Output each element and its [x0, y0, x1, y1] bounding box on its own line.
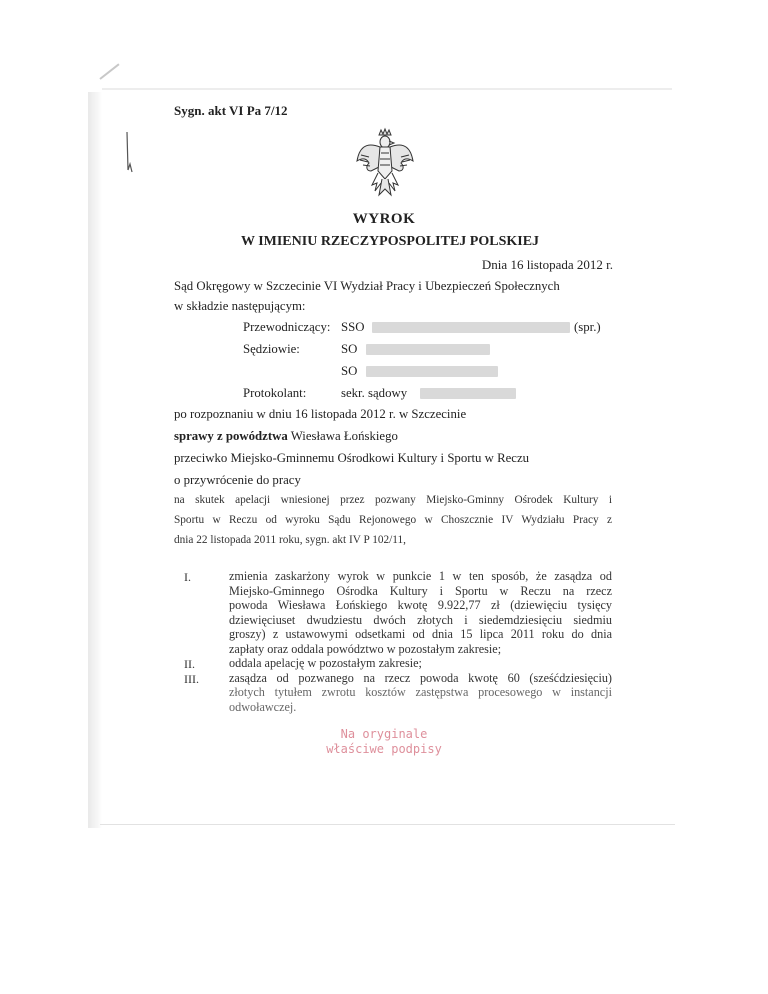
pen-mark-icon	[124, 130, 144, 174]
signature-stamp: Na oryginale	[340, 727, 428, 741]
scan-bottom-edge	[100, 824, 675, 825]
judge1-title: SO	[341, 342, 358, 356]
case-subject: o przywrócenie do pracy	[174, 473, 301, 487]
ruling-text: powoda Wiesława Łońskiego kwotę 9.922,77 zł (dziewięciu tysięcy	[229, 598, 612, 612]
ruling-number: I.	[184, 570, 191, 584]
ruling-text: groszy) z ustawowymi odsetkami od dnia 15 lipca 2011 roku do dnia	[229, 627, 612, 641]
ruling-number: II.	[184, 657, 195, 671]
ruling-text: oddala apelację w pozostałym zakresie;	[229, 656, 422, 670]
appeal-line: dnia 22 listopada 2011 roku, sygn. akt IV P 102/11,	[174, 534, 406, 546]
defendant-line: przeciwko Miejsko-Gminnemu Ośrodkowi Kultury i Sportu w Reczu	[174, 451, 530, 465]
clerk-title: sekr. sądowy	[341, 386, 408, 400]
judgment-subtitle: W IMIENIU RZECZYPOSPOLITEJ POLSKIEJ	[240, 234, 540, 249]
redacted-name	[372, 322, 570, 333]
ruling-text: zmienia zaskarżony wyrok w punkcie 1 w ten sposób, że zasądza od	[229, 569, 612, 583]
judgment-date: Dnia 16 listopada 2012 r.	[481, 257, 613, 272]
scan-left-edge	[88, 92, 102, 828]
scan-top-edge	[102, 88, 672, 90]
claim-label: sprawy z powództwa	[174, 429, 288, 443]
court-name: Sąd Okręgowy w Szczecinie VI Wydział Pracy i Ubezpieczeń Społecznych	[174, 279, 560, 293]
ruling-text: złotych tytułem zwrotu kosztów zastępstwa procesowego w instancji	[229, 685, 612, 699]
redacted-name	[420, 388, 516, 399]
judgment-title: WYROK	[352, 211, 416, 227]
case-number: Sygn. akt VI Pa 7/12	[174, 103, 288, 118]
judge2-title: SO	[341, 364, 358, 378]
ruling-text: zasądza od pozwanego na rzecz powoda kwotę 60 (sześćdziesięciu)	[229, 670, 612, 685]
hearing-line: po rozpoznaniu w dniu 16 listopada 2012 r. w Szczecinie	[174, 407, 467, 421]
ruling-text: odwoławczej.	[229, 699, 297, 714]
chair-label: Przewodniczący:	[243, 320, 331, 334]
polish-eagle-icon	[355, 127, 415, 199]
ruling-text: zapłaty oraz oddala powództwo w pozostałym zakresie;	[229, 641, 502, 656]
ruling-text: dziewięciuset dwudziestu dwóch złotych i siedemdziesięciu siedmiu	[229, 612, 612, 627]
claim-line	[174, 429, 398, 444]
chair-title: SSO	[341, 320, 365, 334]
rapporteur-note: (spr.)	[574, 320, 601, 334]
scan-corner-mark	[99, 63, 119, 79]
ruling-text: Miejsko-Gminnego Ośrodka Kultury i Sportu w Reczu na rzecz	[229, 583, 612, 598]
appeal-line: Sportu w Reczu od wyroku Sądu Rejonowego w Choszcznie IV Wydziału Pracy z	[174, 514, 612, 526]
clerk-label: Protokolant:	[243, 386, 307, 400]
ruling-number: III.	[184, 671, 199, 686]
signature-stamp: właściwe podpisy	[326, 742, 442, 756]
judges-label: Sędziowie:	[243, 342, 300, 356]
claimant-name: Wiesława Łońskiego	[287, 429, 398, 443]
redacted-name	[366, 366, 498, 377]
appeal-line: na skutek apelacji wniesionej przez pozwany Miejsko-Gminny Ośrodek Kultury i	[174, 494, 612, 506]
redacted-name	[366, 344, 490, 355]
panel-intro: w składzie następującym:	[174, 299, 306, 313]
